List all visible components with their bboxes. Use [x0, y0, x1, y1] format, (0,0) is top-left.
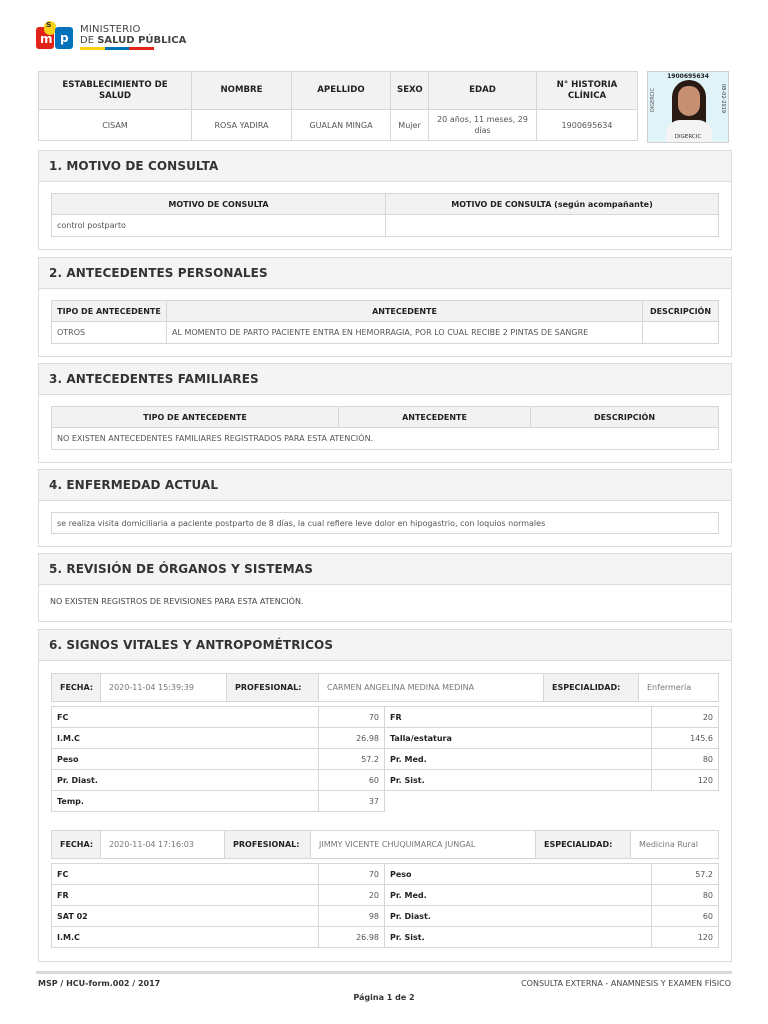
- vital-label: I.M.C: [52, 728, 319, 749]
- vital-value: 26.98: [319, 927, 385, 948]
- vital-label: Pr. Sist.: [385, 770, 652, 791]
- section-title: 1. MOTIVO DE CONSULTA: [39, 151, 731, 182]
- msp-logo-mark: m s p: [36, 21, 74, 53]
- vital-value: 145.6: [652, 728, 719, 749]
- antecedentes-familiares-table: [51, 406, 719, 450]
- val-apellido: GUALAN MINGA: [292, 110, 391, 141]
- vital-label: Peso: [52, 749, 319, 770]
- antecedentes-personales-table: [51, 300, 719, 344]
- col-apellido: APELLIDO: [292, 72, 391, 110]
- logo-line-2: DE SALUD PÚBLICA: [80, 35, 187, 46]
- table-row: [52, 906, 719, 927]
- vital-value: 57.2: [319, 749, 385, 770]
- especialidad-value: Medicina Rural: [631, 831, 719, 859]
- vital-label: Talla/estatura: [385, 728, 652, 749]
- patient-value-row: [39, 110, 638, 141]
- vital-value: 20: [319, 885, 385, 906]
- vital-label: FC: [52, 707, 319, 728]
- patient-header-row: [39, 72, 638, 110]
- table-row: [52, 885, 719, 906]
- antecedente-value: AL MOMENTO DE PARTO PACIENTE ENTRA EN HEMORRAGIA, POR LO CUAL RECIBE 2 PINTAS DE SANGRE: [167, 322, 643, 344]
- val-nombre: ROSA YADIRA: [192, 110, 292, 141]
- vital-label: Pr. Sist.: [385, 927, 652, 948]
- table-row: [52, 791, 719, 812]
- vital-label: Pr. Med.: [385, 749, 652, 770]
- msp-logo-text: [80, 24, 186, 50]
- logo-color-bar: [80, 47, 154, 50]
- table-row: [52, 428, 719, 450]
- photo-footer: DIGERCIC: [674, 134, 702, 140]
- section-antecedentes-personales: [38, 257, 732, 357]
- msp-logo: [36, 20, 186, 54]
- col-motivo-acompanante: MOTIVO DE CONSULTA (según acompañante): [386, 194, 719, 215]
- col-nombre: NOMBRE: [192, 72, 292, 110]
- empty-message: NO EXISTEN ANTECEDENTES FAMILIARES REGISTRADOS PARA ESTA ATENCIÓN.: [52, 428, 719, 450]
- descripcion-value: [643, 322, 719, 344]
- section-motivo-consulta: [38, 150, 732, 250]
- vital-value: 120: [652, 927, 719, 948]
- vital-value: 70: [319, 707, 385, 728]
- vital-value: 57.2: [652, 864, 719, 885]
- vital-value: 80: [652, 885, 719, 906]
- profesional-value: CARMEN ANGELINA MEDINA MEDINA: [319, 674, 544, 702]
- col-motivo: MOTIVO DE CONSULTA: [52, 194, 386, 215]
- page-number: Página 1 de 2: [353, 993, 415, 1002]
- vital-value: 20: [652, 707, 719, 728]
- profesional-label: PROFESIONAL:: [225, 831, 311, 859]
- section-title: 6. SIGNOS VITALES Y ANTROPOMÉTRICOS: [39, 630, 731, 661]
- table-row: [52, 215, 719, 237]
- vital-value: 120: [652, 770, 719, 791]
- tipo-value: OTROS: [52, 322, 167, 344]
- profesional-label: PROFESIONAL:: [227, 674, 319, 702]
- fecha-value: 2020-11-04 17:16:03: [101, 831, 225, 859]
- table-row: [52, 770, 719, 791]
- section-title: 4. ENFERMEDAD ACTUAL: [39, 470, 731, 501]
- col-antecedente: ANTECEDENTE: [339, 407, 531, 428]
- vital-value: 37: [319, 791, 385, 812]
- section-enfermedad-actual: [38, 469, 732, 547]
- col-antecedente: ANTECEDENTE: [167, 301, 643, 322]
- col-descripcion: DESCRIPCIÓN: [643, 301, 719, 322]
- table-row: [52, 322, 719, 344]
- table-row: [52, 749, 719, 770]
- section-antecedentes-familiares: [38, 363, 732, 463]
- logo-line-1: MINISTERIO: [80, 24, 141, 35]
- patient-photo: [647, 71, 729, 143]
- val-edad: 20 años, 11 meses, 29 días: [429, 110, 537, 141]
- vital-value: 60: [319, 770, 385, 791]
- vital-label: Peso: [385, 864, 652, 885]
- table-row: [52, 728, 719, 749]
- vital-label: Pr. Diast.: [52, 770, 319, 791]
- revision-empty-message: NO EXISTEN REGISTROS DE REVISIONES PARA ESTA ATENCIÓN.: [50, 597, 304, 606]
- vitals-record-header: [51, 830, 719, 859]
- val-sexo: Mujer: [391, 110, 429, 141]
- motivo-table: [51, 193, 719, 237]
- col-sexo: SEXO: [391, 72, 429, 110]
- vital-label: SAT 02: [52, 906, 319, 927]
- enfermedad-actual-text: se realiza visita domiciliaria a paciente postparto de 8 días, la cual refiere leve dolor en hipogastrio, con loquios normales: [51, 512, 719, 534]
- table-row: [52, 707, 719, 728]
- val-establecimiento: CISAM: [39, 110, 192, 141]
- especialidad-label: ESPECIALIDAD:: [544, 674, 639, 702]
- section-title: 2. ANTECEDENTES PERSONALES: [39, 258, 731, 289]
- col-tipo: TIPO DE ANTECEDENTE: [52, 407, 339, 428]
- photo-date: 08-02-2019: [720, 84, 726, 114]
- vital-label: I.M.C: [52, 927, 319, 948]
- section-title: 5. REVISIÓN DE ÓRGANOS Y SISTEMAS: [39, 554, 731, 585]
- vital-value: 80: [652, 749, 719, 770]
- fecha-label: FECHA:: [52, 831, 101, 859]
- vitals-table: [51, 863, 719, 948]
- table-row: [52, 864, 719, 885]
- vital-label: FC: [52, 864, 319, 885]
- vital-label: FR: [385, 707, 652, 728]
- section-signos-vitales: [38, 629, 732, 962]
- especialidad-label: ESPECIALIDAD:: [536, 831, 631, 859]
- val-historia: 1900695634: [537, 110, 638, 141]
- especialidad-value: Enfermería: [639, 674, 719, 702]
- section-title: 3. ANTECEDENTES FAMILIARES: [39, 364, 731, 395]
- vital-value: 60: [652, 906, 719, 927]
- table-row: [52, 927, 719, 948]
- vitals-record-header: [51, 673, 719, 702]
- vital-label: Temp.: [52, 791, 319, 812]
- fecha-label: FECHA:: [52, 674, 101, 702]
- col-establecimiento: ESTABLECIMIENTO DE SALUD: [39, 72, 192, 110]
- col-tipo: TIPO DE ANTECEDENTE: [52, 301, 167, 322]
- form-code: MSP / HCU-form.002 / 2017: [38, 979, 161, 988]
- vital-value: 26.98: [319, 728, 385, 749]
- col-historia: N° HISTORIA CLÍNICA: [537, 72, 638, 110]
- col-edad: EDAD: [429, 72, 537, 110]
- form-title: CONSULTA EXTERNA - ANAMNESIS Y EXAMEN FÍSICO: [521, 979, 731, 988]
- patient-info-table: [38, 71, 638, 141]
- profesional-value: JIMMY VICENTE CHUQUIMARCA JUNGAL: [311, 831, 536, 859]
- vital-value: 70: [319, 864, 385, 885]
- vital-label: Pr. Med.: [385, 885, 652, 906]
- vital-label: FR: [52, 885, 319, 906]
- section-revision-organos: [38, 553, 732, 622]
- motivo-acompanante-value: [386, 215, 719, 237]
- footer-divider: [36, 971, 732, 974]
- vital-value: 98: [319, 906, 385, 927]
- col-descripcion: DESCRIPCIÓN: [531, 407, 719, 428]
- photo-id: 1900695634: [667, 73, 709, 80]
- photo-side-text: DIGERCIC: [650, 88, 656, 113]
- vital-label: Pr. Diast.: [385, 906, 652, 927]
- fecha-value: 2020-11-04 15:39:39: [101, 674, 227, 702]
- motivo-value: control postparto: [52, 215, 386, 237]
- vitals-table: [51, 706, 719, 812]
